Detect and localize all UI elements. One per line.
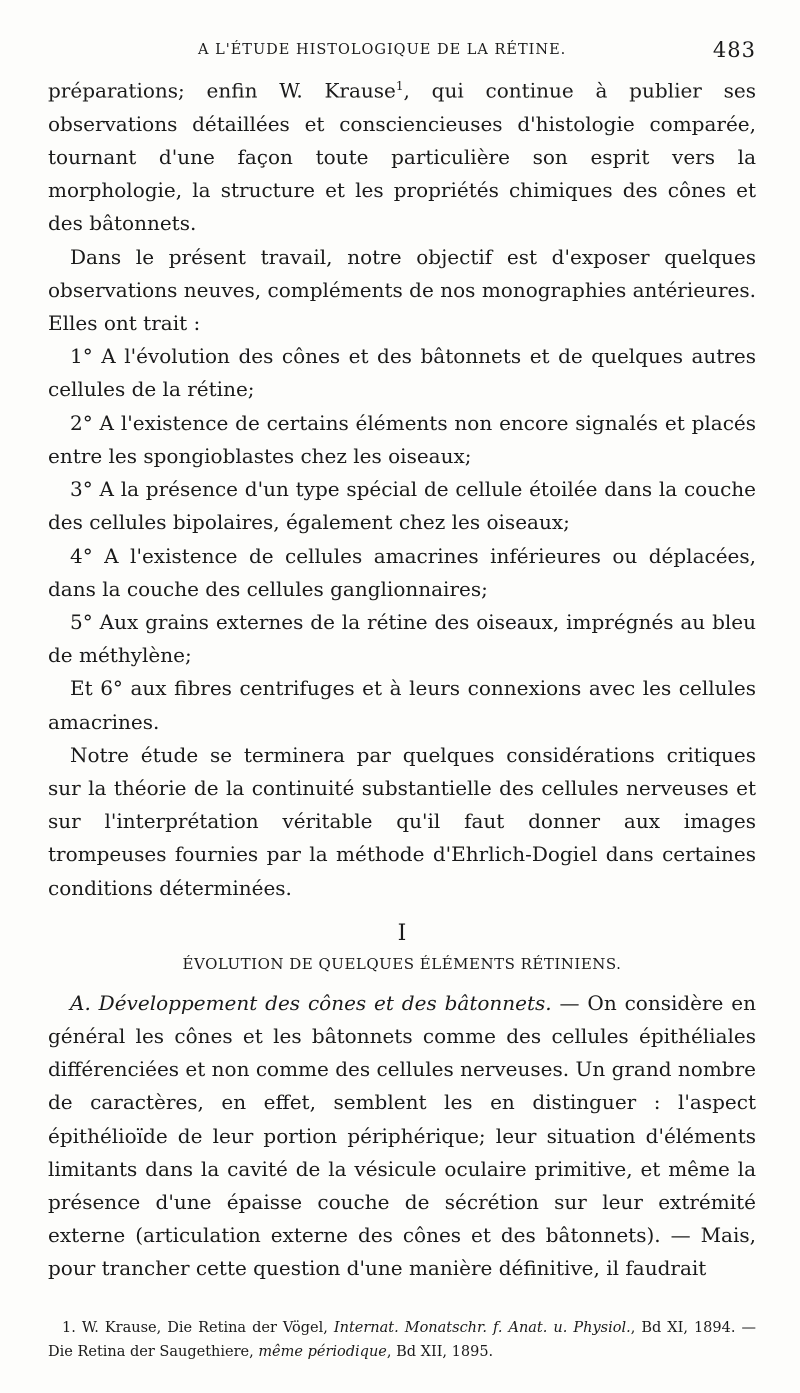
list-item-3: 3° A la présence d'un type spécial de cellule étoilée dans la couche des cellules bipolaires, également chez les oiseaux; — [48, 477, 756, 535]
book-page — [48, 0, 756, 1393]
list-item-4: 4° A l'existence de cellules amacrines inférieures ou déplacées, dans la couche des cellules ganglionnaires; — [48, 543, 756, 601]
subsection-paragraph — [48, 987, 756, 1286]
paragraph-1-end: , qui continue à publier ses observations détaillées et consciencieuses d'histologie comparée, tournant d'une façon toute particulière son esprit vers la morphologie, la structure et les propriétés chimiques des cônes et des bâtonnets. — [48, 78, 757, 236]
running-title: A L'ÉTUDE HISTOLOGIQUE DE LA RÉTINE. — [198, 42, 567, 58]
section-title: ÉVOLUTION DE QUELQUES ÉLÉMENTS RÉTINIENS. — [182, 954, 622, 973]
paragraph-1 — [48, 70, 756, 241]
paragraph-3: Notre étude se terminera par quelques considérations critiques sur la théorie de la continuité substantielle des cellules nerveuses et sur l'interprétation véritable qu'il faut donner aux images trompeuses fournies par la méthode d'Ehrlich-Dogiel dans certaines conditions déterminées. — [48, 742, 756, 900]
footnote-1 — [48, 1316, 756, 1364]
running-head — [48, 38, 756, 66]
list-item-2: 2° A l'existence de certains éléments non encore signalés et placés entre les spongioblastes chez les oiseaux; — [48, 410, 756, 468]
footnote-journal: Internat. Monatschr. f. Anat. u. Physiol. — [333, 1320, 631, 1336]
list-item-6: Et 6° aux fibres centrifuges et à leurs connexions avec les cellules amacrines. — [48, 676, 756, 734]
body-text — [48, 70, 756, 1286]
page-number: 483 — [712, 38, 756, 62]
footnote — [48, 1316, 756, 1364]
section-number: I — [397, 920, 407, 946]
subsection-heading: A. Développement des cônes et des bâtonnets. — [70, 990, 552, 1015]
footnote-text-b: , Bd XI, 1894. — Die Retina der Saugethiere, — [48, 1320, 756, 1360]
footnote-text-c: , Bd XII, 1895. — [386, 1344, 494, 1360]
paragraph-2: Dans le présent travail, notre objectif est d'exposer quelques observations neuves, compléments de nos monographies antérieures. Elles ont trait : — [48, 244, 756, 336]
footnote-same: même périodique — [258, 1344, 387, 1360]
list-item-5: 5° Aux grains externes de la rétine des oiseaux, imprégnés au bleu de méthylène; — [48, 609, 756, 668]
subsection-text: — On considère en général les cônes et les bâtonnets comme des cellules épithéliales différenciées et non comme des cellules nerveuses. Un grand nombre de caractères, en effet, semblent les en distinguer : l'aspect épithélioïde de leur portion périphérique; leur situation d'éléments limitants dans la cavité de la vésicule oculaire primitive, et même la présence d'une épaisse couche de sécrétion sur leur extrémité externe (articulation externe des cônes et des bâtonnets). — Mais, pour trancher cette question d'une manière définitive, il faudrait — [48, 990, 756, 1281]
list-item-1: 1° A l'évolution des cônes et des bâtonnets et de quelques autres cellules de la rétine; — [48, 344, 756, 402]
footnote-text-a: 1. W. Krause, Die Retina der Vögel, — [62, 1320, 334, 1336]
footnote-ref: 1 — [395, 79, 404, 93]
paragraph-1-start: préparations; enfin W. Krause — [48, 78, 396, 103]
